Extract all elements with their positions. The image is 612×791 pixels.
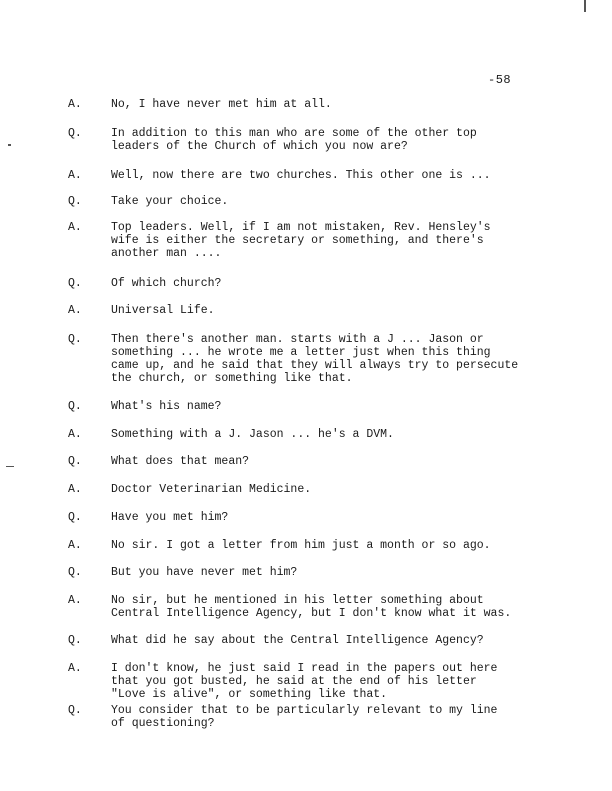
scan-edge-mark (8, 144, 11, 146)
speaker-label: A. (68, 594, 82, 607)
entry-text: Universal Life. (111, 304, 215, 317)
speaker-label: Q. (68, 455, 82, 468)
speaker-label: Q. (68, 127, 82, 140)
entry-text: No sir. I got a letter from him just a month or so ago. (111, 539, 491, 552)
speaker-label: Q. (68, 511, 82, 524)
entry-text: Of which church? (111, 277, 222, 290)
entry-text: What's his name? (111, 400, 222, 413)
entry-text: No sir, but he mentioned in his letter something about Central Intelligence Agency, but I don't know what it was. (111, 594, 512, 620)
speaker-label: Q. (68, 333, 82, 346)
entry-text: Take your choice. (111, 195, 229, 208)
entry-text: Well, now there are two churches. This other one is ... (111, 169, 491, 182)
scan-edge-mark (6, 466, 14, 467)
speaker-label: Q. (68, 400, 82, 413)
entry-text: What does that mean? (111, 455, 250, 468)
speaker-label: A. (68, 662, 82, 675)
entry-text: Then there's another man. starts with a J ... Jason or something ... he wrote me a letter just when this thing came up, and he said that they will always try to persecute the church, or something like that. (111, 333, 519, 385)
entry-text: No, I have never met him at all. (111, 98, 332, 111)
entry-text: What did he say about the Central Intelligence Agency? (111, 634, 484, 647)
entry-text: Doctor Veterinarian Medicine. (111, 483, 312, 496)
entry-text: You consider that to be particularly relevant to my line of questioning? (111, 704, 498, 730)
speaker-label: A. (68, 98, 82, 111)
entry-text: I don't know, he just said I read in the papers out here that you got busted, he said at the end of his letter "Love is alive", or something like that. (111, 662, 498, 701)
scan-edge-mark (584, 0, 586, 12)
speaker-label: A. (68, 539, 82, 552)
speaker-label: A. (68, 169, 82, 182)
entry-text: Top leaders. Well, if I am not mistaken, Rev. Hensley's wife is either the secretary or something, and there's another man .... (111, 221, 491, 260)
speaker-label: A. (68, 483, 82, 496)
speaker-label: Q. (68, 704, 82, 717)
entry-text: In addition to this man who are some of the other top leaders of the Church of which you now are? (111, 127, 477, 153)
entry-text: Have you met him? (111, 511, 229, 524)
page-number: -58 (488, 73, 512, 87)
speaker-label: Q. (68, 277, 82, 290)
entry-text: Something with a J. Jason ... he's a DVM. (111, 428, 394, 441)
speaker-label: Q. (68, 634, 82, 647)
entry-text: But you have never met him? (111, 566, 298, 579)
speaker-label: Q. (68, 566, 82, 579)
speaker-label: Q. (68, 195, 82, 208)
speaker-label: A. (68, 221, 82, 234)
speaker-label: A. (68, 428, 82, 441)
speaker-label: A. (68, 304, 82, 317)
